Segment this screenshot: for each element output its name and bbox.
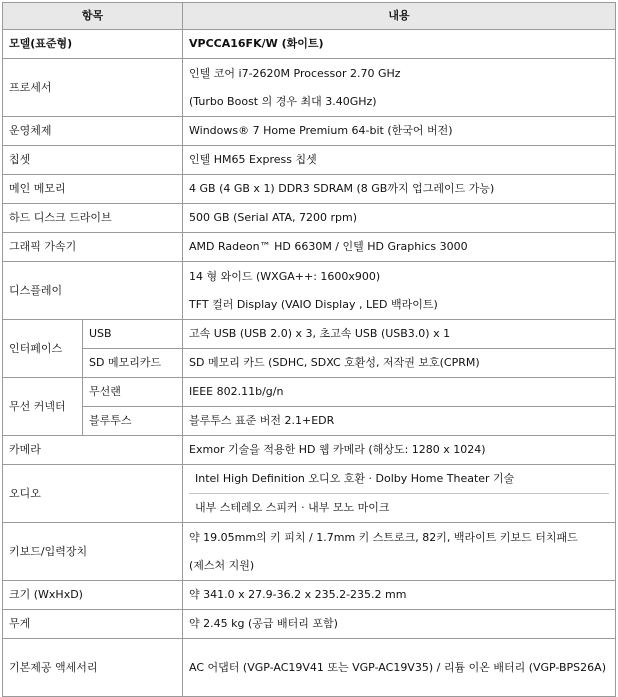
label-sd: SD 메모리카드 <box>83 349 183 378</box>
row-os <box>3 117 616 146</box>
label-size: 크기 (WxHxD) <box>3 581 183 610</box>
value-wlan: IEEE 802.11b/g/n <box>183 378 616 407</box>
keyboard-line2: (제스처 지원) <box>189 558 255 572</box>
value-weight: 약 2.45 kg (공급 배터리 포함) <box>183 610 616 639</box>
header-content: 내용 <box>183 3 616 30</box>
label-graphics: 그래픽 가속기 <box>3 233 183 262</box>
label-os: 운영체제 <box>3 117 183 146</box>
header-item: 항목 <box>3 3 183 30</box>
row-memory <box>3 175 616 204</box>
value-os: Windows® 7 Home Premium 64-bit (한국어 버전) <box>183 117 616 146</box>
row-size <box>3 581 616 610</box>
label-audio: 오디오 <box>3 465 183 523</box>
display-line1: 14 형 와이드 (WXGA++: 1600x900) <box>189 269 381 283</box>
value-display <box>183 262 616 320</box>
row-model <box>3 30 616 59</box>
value-model: VPCCA16FK/W (화이트) <box>183 30 616 59</box>
row-processor <box>3 59 616 117</box>
value-graphics: AMD Radeon™ HD 6630M / 인텔 HD Graphics 3000 <box>183 233 616 262</box>
spec-table <box>2 2 616 697</box>
value-usb: 고속 USB (USB 2.0) x 3, 초고속 USB (USB3.0) x 1 <box>183 320 616 349</box>
row-display <box>3 262 616 320</box>
label-chipset: 칩셋 <box>3 146 183 175</box>
label-keyboard: 키보드/입력장치 <box>3 523 183 581</box>
row-weight <box>3 610 616 639</box>
label-hdd: 하드 디스크 드라이브 <box>3 204 183 233</box>
value-processor <box>183 59 616 117</box>
header-row <box>3 3 616 30</box>
label-wireless: 무선 커넥터 <box>3 378 83 436</box>
row-camera <box>3 436 616 465</box>
label-processor: 프로세서 <box>3 59 183 117</box>
label-weight: 무게 <box>3 610 183 639</box>
label-bluetooth: 블루투스 <box>83 407 183 436</box>
label-usb: USB <box>83 320 183 349</box>
row-wireless-bt <box>3 407 616 436</box>
value-memory: 4 GB (4 GB x 1) DDR3 SDRAM (8 GB까지 업그레이드 가능) <box>183 175 616 204</box>
row-hdd <box>3 204 616 233</box>
audio-line2: 내부 스테레오 스피커 · 내부 모노 마이크 <box>189 493 609 522</box>
audio-line1: Intel High Definition 오디오 호환 · Dolby Home Theater 기술 <box>195 472 515 485</box>
row-accessories <box>3 639 616 697</box>
row-graphics <box>3 233 616 262</box>
label-memory: 메인 메모리 <box>3 175 183 204</box>
value-size: 약 341.0 x 27.9-36.2 x 235.2-235.2 mm <box>183 581 616 610</box>
label-model: 모델(표준형) <box>3 30 183 59</box>
processor-line2: (Turbo Boost 의 경우 최대 3.40GHz) <box>189 94 377 108</box>
keyboard-line1: 약 19.05mm의 키 피치 / 1.7mm 키 스트로크, 82키, 백라이트 키보드 터치패드 <box>189 530 578 544</box>
label-interface: 인터페이스 <box>3 320 83 378</box>
value-camera: Exmor 기술을 적용한 HD 웹 카메라 (해상도: 1280 x 1024) <box>183 436 616 465</box>
processor-line1: 인텔 코어 i7-2620M Processor 2.70 GHz <box>189 66 401 80</box>
value-hdd: 500 GB (Serial ATA, 7200 rpm) <box>183 204 616 233</box>
value-audio <box>183 465 616 523</box>
value-chipset: 인텔 HM65 Express 칩셋 <box>183 146 616 175</box>
display-line2: TFT 컬러 Display (VAIO Display , LED 백라이트) <box>189 297 438 311</box>
row-interface-sd <box>3 349 616 378</box>
row-wireless-lan <box>3 378 616 407</box>
row-interface-usb <box>3 320 616 349</box>
label-display: 디스플레이 <box>3 262 183 320</box>
value-accessories: AC 어댑터 (VGP-AC19V41 또는 VGP-AC19V35) / 리튬 이온 배터리 (VGP-BPS26A) <box>183 639 616 697</box>
label-wlan: 무선랜 <box>83 378 183 407</box>
row-chipset <box>3 146 616 175</box>
value-keyboard <box>183 523 616 581</box>
value-bluetooth: 블루투스 표준 버전 2.1+EDR <box>183 407 616 436</box>
label-camera: 카메라 <box>3 436 183 465</box>
value-sd: SD 메모리 카드 (SDHC, SDXC 호환성, 저작권 보호(CPRM) <box>183 349 616 378</box>
row-keyboard <box>3 523 616 581</box>
row-audio <box>3 465 616 523</box>
label-accessories: 기본제공 액세서리 <box>3 639 183 697</box>
